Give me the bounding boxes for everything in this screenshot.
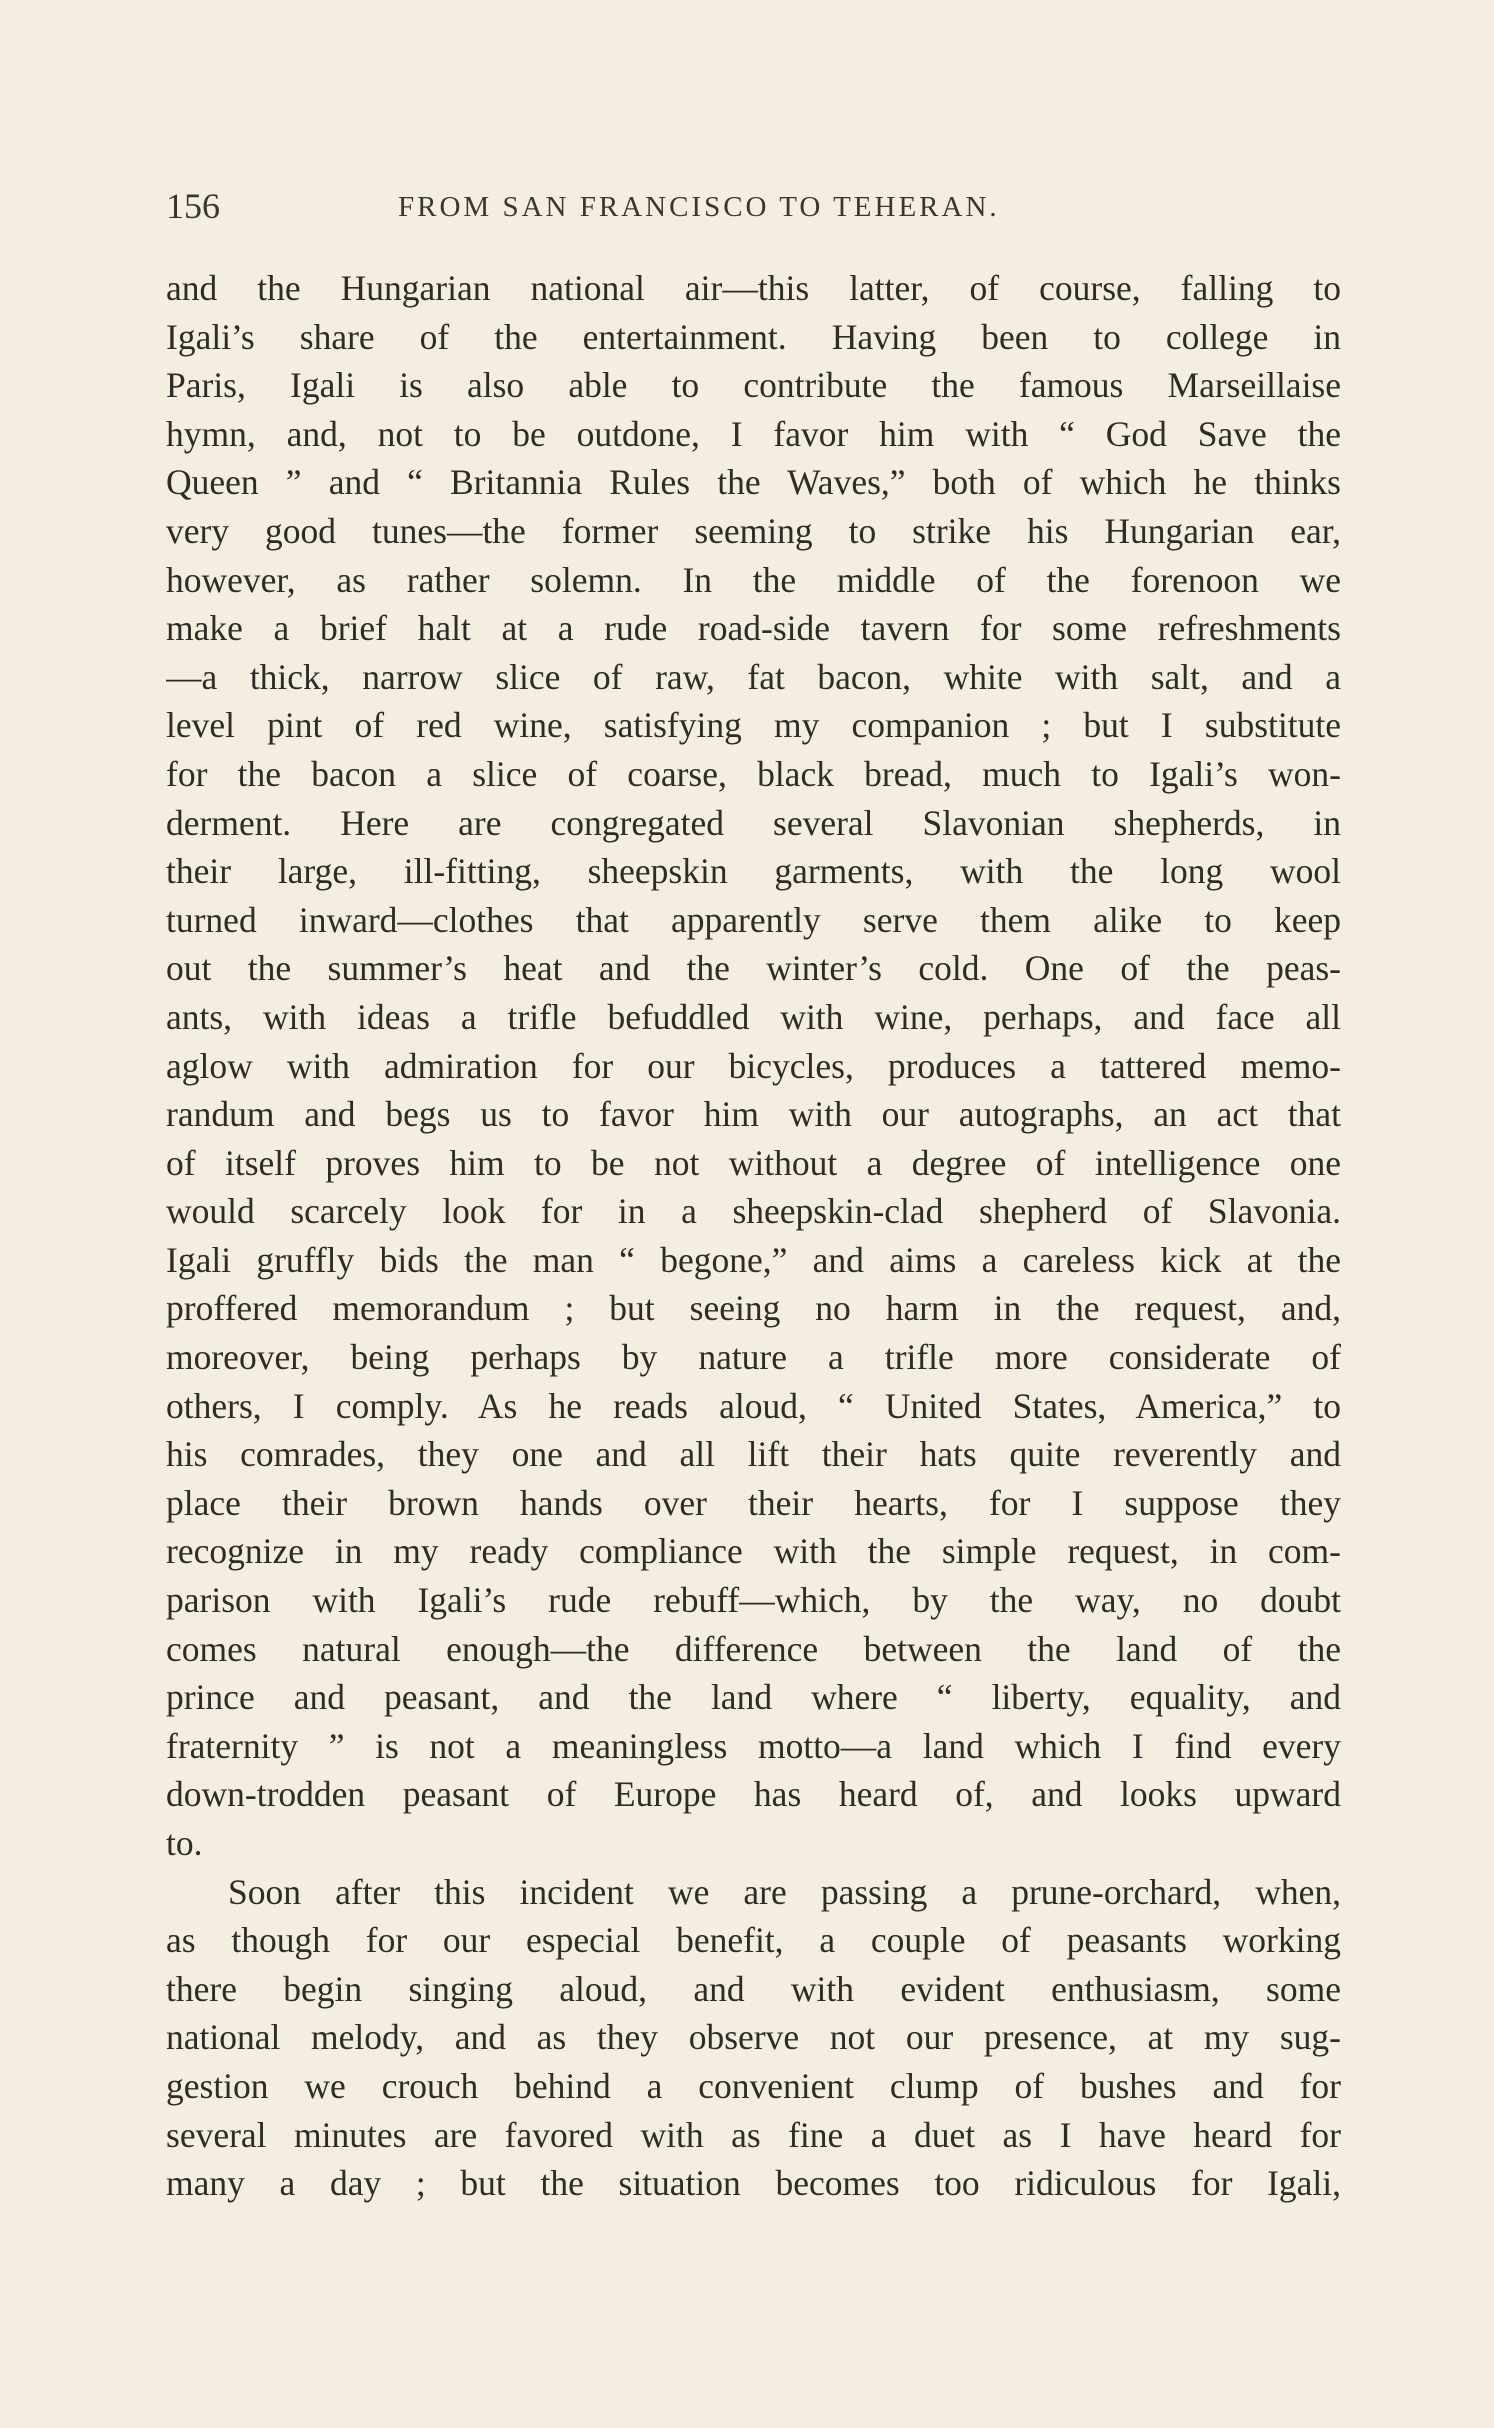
text-line: several minutes are favored with as fine a duet as I have heard for: [166, 2114, 1341, 2155]
text-line: randum and begs us to favor him with our autographs, an act that: [166, 1094, 1341, 1135]
text-line: make a brief halt at a rude road-side tavern for some refreshments: [166, 608, 1341, 649]
text-line: derment. Here are congregated several Slavonian shepherds, in: [166, 802, 1341, 843]
text-line: their large, ill-fitting, sheepskin garments, with the long wool: [166, 851, 1341, 892]
text-line: Paris, Igali is also able to contribute the famous Marseillaise: [166, 365, 1341, 406]
text-line: and the Hungarian national air—this latter, of course, falling to: [166, 268, 1341, 308]
text-line: down-trodden peasant of Europe has heard of, and looks upward: [166, 1774, 1341, 1815]
text-line: for the bacon a slice of coarse, black bread, much to Igali’s won-: [166, 753, 1341, 794]
text-line: comes natural enough—the difference between the land of the: [166, 1628, 1341, 1669]
paragraph-start-line: Soon after this incident we are passing a prune-orchard, when,: [228, 1871, 1341, 1912]
text-line: proffered memorandum ; but seeing no harm in the request, and,: [166, 1288, 1341, 1329]
text-line: hymn, and, not to be outdone, I favor him with “ God Save the: [166, 413, 1341, 454]
text-line: place their brown hands over their hearts, for I suppose they: [166, 1482, 1341, 1523]
text-line: recognize in my ready compliance with the simple request, in com-: [166, 1531, 1341, 1572]
text-line: would scarcely look for in a sheepskin-clad shepherd of Slavonia.: [166, 1191, 1341, 1232]
text-line: of itself proves him to be not without a degree of intelligence one: [166, 1142, 1341, 1183]
text-line: very good tunes—the former seeming to strike his Hungarian ear,: [166, 510, 1341, 551]
text-line: —a thick, narrow slice of raw, fat bacon, white with salt, and a: [166, 656, 1341, 697]
page-header: [166, 185, 1341, 237]
text-line: parison with Igali’s rude rebuff—which, by the way, no doubt: [166, 1580, 1341, 1621]
text-line: however, as rather solemn. In the middle of the forenoon we: [166, 559, 1341, 600]
text-line: his comrades, they one and all lift their hats quite reverently and: [166, 1434, 1341, 1475]
text-line: many a day ; but the situation becomes too ridiculous for Igali,: [166, 2163, 1341, 2204]
text-line: out the summer’s heat and the winter’s cold. One of the peas-: [166, 948, 1341, 989]
text-line: ants, with ideas a trifle befuddled with wine, perhaps, and face all: [166, 996, 1341, 1037]
text-line: others, I comply. As he reads aloud, “ United States, America,” to: [166, 1385, 1341, 1426]
text-line: prince and peasant, and the land where “ liberty, equality, and: [166, 1677, 1341, 1718]
text-line: moreover, being perhaps by nature a trifle more considerate of: [166, 1337, 1341, 1378]
text-line: turned inward—clothes that apparently serve them alike to keep: [166, 899, 1341, 940]
text-line: as though for our especial benefit, a couple of peasants working: [166, 1920, 1341, 1961]
text-line: aglow with admiration for our bicycles, produces a tattered memo-: [166, 1045, 1341, 1086]
text-line: national melody, and as they observe not our presence, at my sug-: [166, 2017, 1341, 2058]
page-number: 156: [166, 186, 220, 226]
text-line: Queen ” and “ Britannia Rules the Waves,” both of which he thinks: [166, 462, 1341, 503]
text-line: gestion we crouch behind a convenient clump of bushes and for: [166, 2065, 1341, 2106]
text-line: Igali gruffly bids the man “ begone,” and aims a careless kick at the: [166, 1239, 1341, 1280]
body-text: [166, 264, 1341, 2208]
running-title: FROM SAN FRANCISCO TO TEHERAN.: [398, 191, 1000, 223]
text-line: fraternity ” is not a meaningless motto—a land which I find every: [166, 1725, 1341, 1766]
text-line: level pint of red wine, satisfying my companion ; but I substitute: [166, 705, 1341, 746]
text-line: there begin singing aloud, and with evident enthusiasm, some: [166, 1968, 1341, 2009]
text-line: Igali’s share of the entertainment. Having been to college in: [166, 316, 1341, 357]
paragraph-end-line: to.: [166, 1823, 203, 1863]
